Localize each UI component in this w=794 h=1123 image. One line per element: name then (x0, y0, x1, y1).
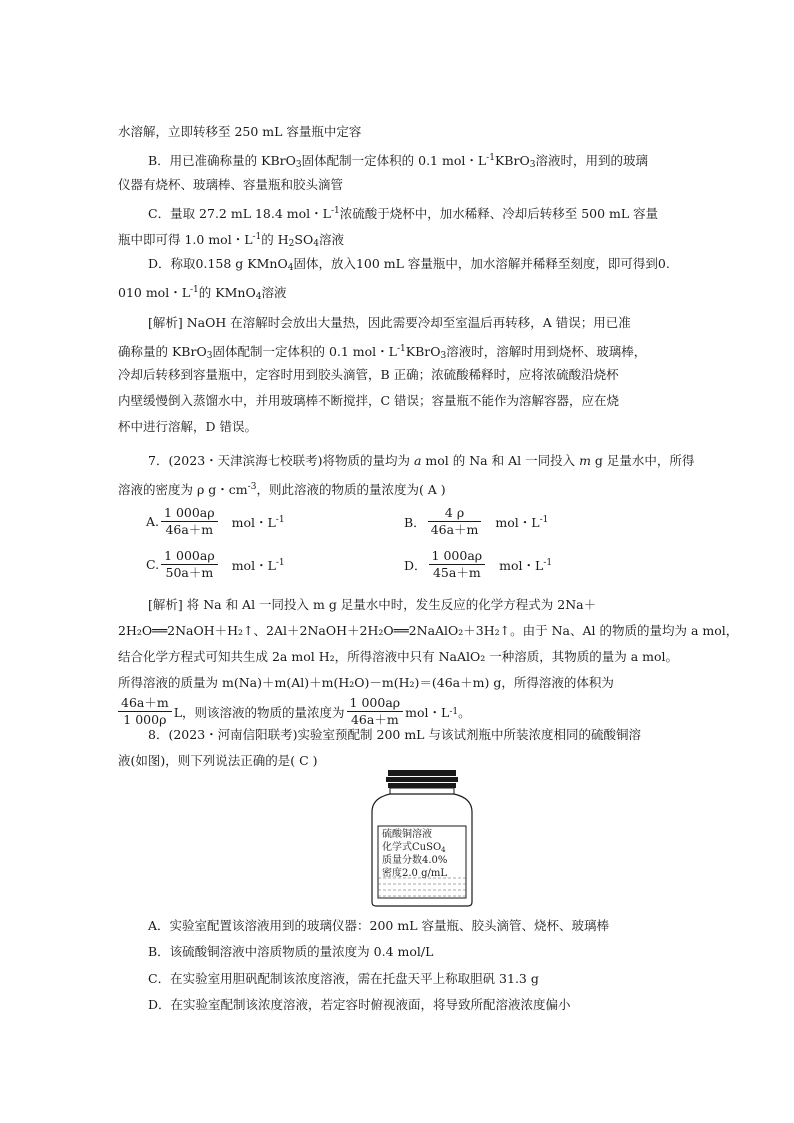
q7-analysis-line5: $\frac{46a+m}{1 000\rho}$ L，则该溶液的物质的量浓度为 $\frac{1 000a\rho}{46a+m}$ mol・L -1 。 (116, 696, 471, 727)
q7-option-b[interactable]: B． $\frac{4 \rho}{46a+m}$ mol・$L^{-1}$ (404, 505, 549, 537)
reagent-bottle-illustration (368, 768, 476, 908)
q6-option-b-line1: B．用已准确称量的 KBrO$_3$固体配制一定体积的 0.1 mol・$L^{-1}KBrO_3$溶液时，用到的玻璃 (148, 153, 648, 170)
q6-option-a-continued: 水溶解，立即转移至 250 mL 容量瓶中定容 (118, 124, 362, 139)
q6-analysis-line4: 内壁缓慢倒入蒸馏水中，并用玻璃棒不断搅拌，C 错误；容量瓶不能作为溶解容器，应在烧 (118, 393, 620, 408)
q6-option-c-line2: 瓶中即可得 1.0 mol・$L^{-1}$的 $H_2SO_4$溶液 (118, 232, 344, 249)
q7-analysis-line3: 结合化学方程式可知共生成 2a mol H₂，所得溶液中只有 NaAlO₂ 一种溶质，其物质的量为 a mol。 (118, 649, 679, 664)
q7-stem-line1: 7．(2023・天津滨海七校联考)将物质的量均为 a mol 的 Na 和 Al 一同投入 m g 足量水中，所得 (148, 453, 695, 468)
fraction: $\frac{1 000a\rho}{45a+m}$ (429, 549, 486, 580)
q8-option-a[interactable]: A．实验室配置该溶液用到的玻璃仪器：200 mL 容量瓶、胶头滴管、烧杯、玻璃棒 (148, 918, 609, 933)
q8-stem-line2: 液(如图)，则下列说法正确的是( C ) (118, 753, 318, 768)
q6-analysis-line3: 冷却后转移到容量瓶中，定容时用到胶头滴管，B 正确；浓硫酸稀释时，应将浓硫酸沿烧杯 (118, 367, 619, 382)
bottle-label-density: 密度2.0 g/mL (382, 868, 447, 879)
q7-analysis-line1: [解析] 将 Na 和 Al 一同投入 m g 足量水中时，发生反应的化学方程式为 2Na＋ (148, 597, 597, 612)
q7-option-c[interactable]: C. $\frac{1 000a\rho}{50a+m}$ mol・$L^{-1}$ (146, 548, 285, 580)
bottle-label-name: 硫酸铜溶液 (382, 829, 432, 840)
fraction: $\frac{4 \rho}{46a+m}$ (428, 506, 482, 537)
q7-stem-line2: 溶液的密度为 ρ g・$cm^{-3}$，则此溶液的物质的量浓度为( A ) (118, 482, 446, 497)
bottle-label-formula: 化学式CuSO$_4$ (382, 842, 446, 854)
bottle-label-mass-fraction: 质量分数4.0% (382, 855, 448, 866)
q8-option-b[interactable]: B．该硫酸铜溶液中溶质物质的量浓度为 0.4 mol/L (148, 944, 434, 959)
q8-stem-line1: 8．(2023・河南信阳联考)实验室预配制 200 mL 与该试剂瓶中所装浓度相同的硫酸铜溶 (148, 727, 641, 742)
fraction: $\frac{1 000a\rho}{46a+m}$ (161, 506, 218, 537)
q6-option-b-line2: 仪器有烧杯、玻璃棒、容量瓶和胶头滴管 (118, 177, 344, 192)
fraction: $\frac{1 000a\rho}{46a+m}$ (347, 696, 404, 727)
q8-option-c[interactable]: C．在实验室用胆矾配制该浓度溶液，需在托盘天平上称取胆矾 31.3 g (148, 971, 539, 986)
q8-option-d[interactable]: D．在实验室配制该浓度溶液，若定容时俯视液面，将导致所配溶液浓度偏小 (148, 997, 571, 1012)
q6-analysis-line1: [解析] NaOH 在溶解时会放出大量热，因此需要冷却至室温后再转移，A 错误；用已准 (148, 315, 631, 330)
q7-analysis-line4: 所得溶液的质量为 m(Na)＋m(Al)＋m(H₂O)－m(H₂)＝(46a＋m) g，所得溶液的体积为 (118, 675, 614, 690)
q7-option-a[interactable]: A. $\frac{1 000a\rho}{46a+m}$ mol・$L^{-1}$ (146, 505, 285, 537)
fraction: $\frac{46a+m}{1 000\rho}$ (118, 696, 172, 727)
q6-option-d-line2: 010 mol・$L^{-1}$的 KMnO$_4$溶液 (118, 285, 287, 302)
q6-analysis-line2: 确称量的 KBrO$_3$固体配制一定体积的 0.1 mol・$L^{-1}KBrO_3$溶液时，溶解时用到烧杯、玻璃棒， (118, 344, 647, 361)
q7-analysis-line2: 2H₂O══2NaOH＋H₂↑、2Al＋2NaOH＋2H₂O══2NaAlO₂＋3H₂↑。由于 Na、Al 的物质的量均为 a mol， (118, 623, 739, 638)
fraction: $\frac{1 000a\rho}{50a+m}$ (161, 549, 218, 580)
q6-option-d-line1: D．称取0.158 g KMnO$_4$固体，放入100 mL 容量瓶中，加水溶解并稀释至刻度，即可得到0. (148, 256, 670, 273)
q6-analysis-line5: 杯中进行溶解，D 错误。 (118, 419, 257, 434)
q6-option-c-line1: C．量取 27.2 mL 18.4 mol・$L^{-1}$浓硫酸于烧杯中，加水稀释、冷却后转移至 500 mL 容量 (148, 206, 659, 221)
q7-option-d[interactable]: D． $\frac{1 000a\rho}{45a+m}$ mol・$L^{-1}$ (404, 548, 553, 580)
